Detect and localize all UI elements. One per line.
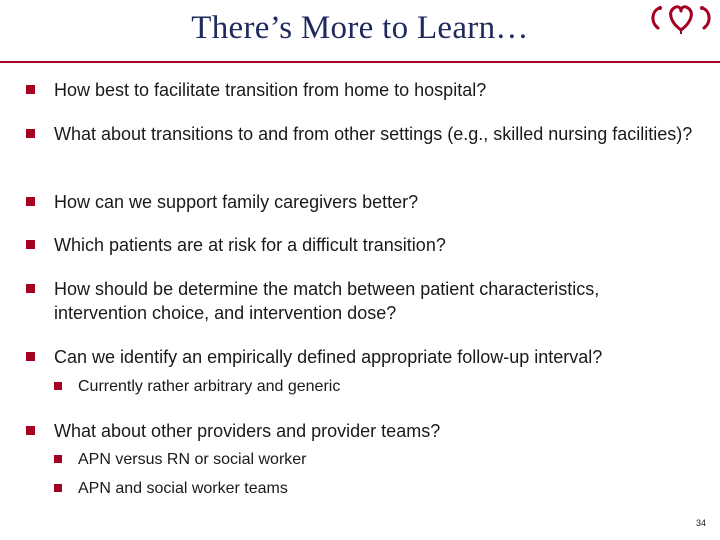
square-bullet-icon bbox=[54, 455, 62, 463]
square-bullet-icon bbox=[54, 484, 62, 492]
bullet-item bbox=[26, 78, 696, 102]
bullet-text: How should be determine the match between patient characteristics, intervention choice, and intervention dose? bbox=[54, 279, 600, 323]
square-bullet-icon bbox=[26, 352, 35, 361]
bullet-item bbox=[26, 122, 696, 146]
slide-title: There’s More to Learn… bbox=[191, 10, 529, 46]
bullet-item bbox=[26, 233, 696, 257]
sub-bullet-text: Currently rather arbitrary and generic bbox=[78, 378, 341, 395]
square-bullet-icon bbox=[26, 284, 35, 293]
bullet-item bbox=[26, 345, 706, 369]
bullet-text: What about transitions to and from other settings (e.g., skilled nursing facilities)? bbox=[54, 124, 693, 144]
square-bullet-icon bbox=[26, 129, 35, 138]
bullet-item bbox=[26, 190, 696, 214]
square-bullet-icon bbox=[26, 197, 35, 206]
bullet-text: How best to facilitate transition from home to hospital? bbox=[54, 80, 487, 100]
title-divider bbox=[0, 61, 720, 63]
sub-bullet-text: APN versus RN or social worker bbox=[78, 451, 307, 468]
bullet-item bbox=[26, 277, 696, 325]
bullet-text: How can we support family caregivers better? bbox=[54, 192, 419, 212]
square-bullet-icon bbox=[54, 382, 62, 390]
bullet-item bbox=[26, 419, 696, 443]
bullet-text: What about other providers and provider teams? bbox=[54, 421, 441, 441]
square-bullet-icon bbox=[26, 426, 35, 435]
bullet-text: Which patients are at risk for a difficult transition? bbox=[54, 235, 446, 255]
sub-bullet-text: APN and social worker teams bbox=[78, 480, 288, 497]
sub-bullet-item bbox=[54, 376, 694, 398]
sub-bullet-item bbox=[54, 449, 694, 471]
heart-stethoscope-logo-icon bbox=[646, 0, 716, 40]
sub-bullet-item bbox=[54, 478, 694, 500]
page-number: 34 bbox=[695, 518, 706, 528]
square-bullet-icon bbox=[26, 240, 35, 249]
bullet-text: Can we identify an empirically defined appropriate follow-up interval? bbox=[54, 347, 603, 367]
square-bullet-icon bbox=[26, 85, 35, 94]
